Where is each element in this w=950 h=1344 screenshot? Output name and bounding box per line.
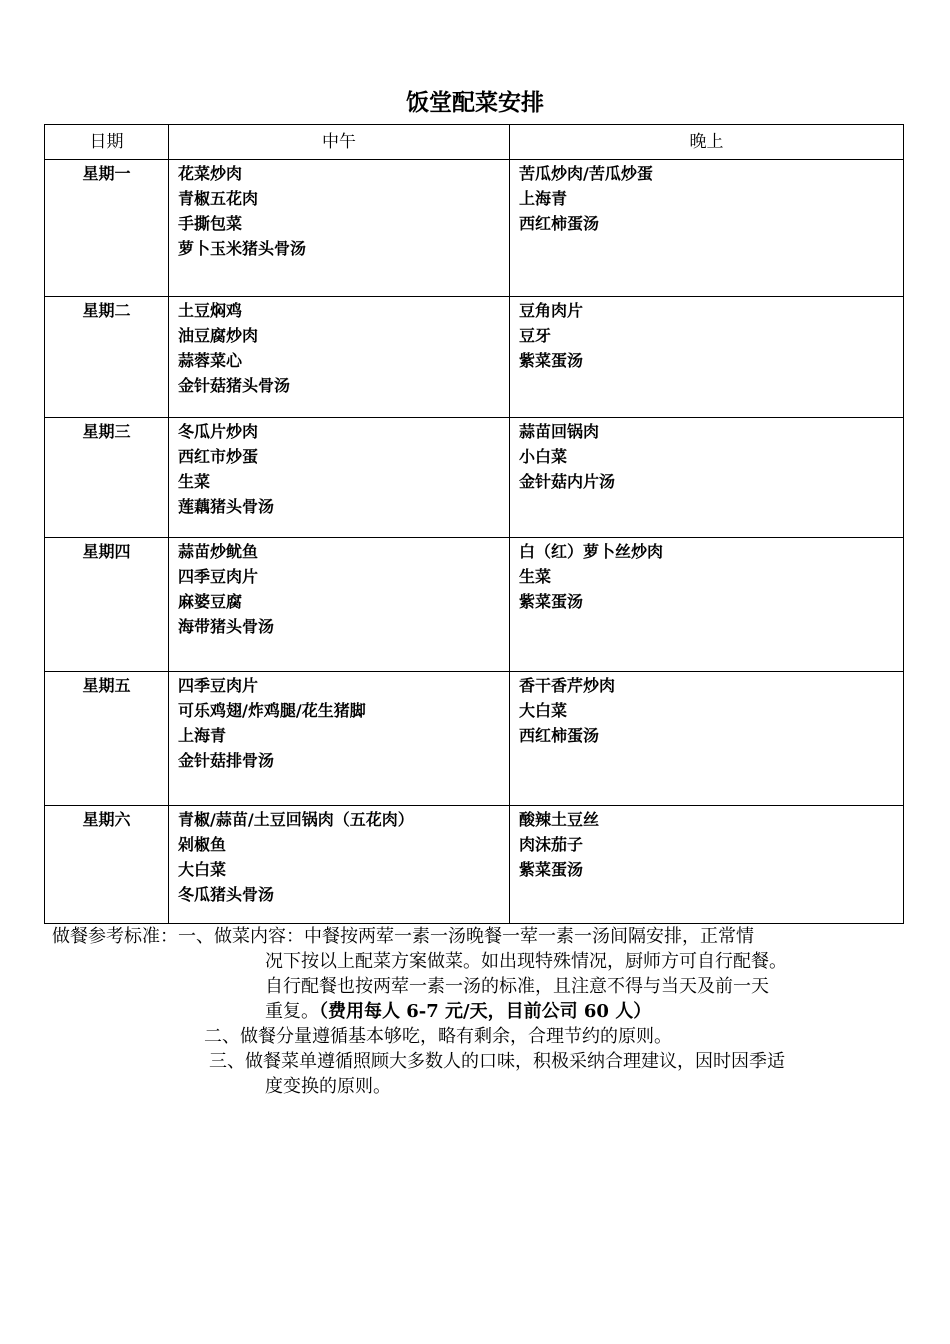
evening-dish: 紫菜蛋汤 [519, 351, 584, 370]
noon-dish: 四季豆肉片 [178, 567, 259, 586]
noon-dish: 蒜苗炒鱿鱼 [178, 542, 259, 561]
evening-dish: 紫菜蛋汤 [519, 592, 584, 611]
noon-dish: 冬瓜猪头骨汤 [178, 885, 275, 904]
noon-cell [169, 806, 510, 924]
evening-dish: 小白菜 [519, 447, 568, 466]
day-cell [45, 538, 169, 672]
evening-cell [510, 672, 904, 806]
evening-cell [510, 418, 904, 538]
evening-dish: 西红柿蛋汤 [519, 726, 600, 745]
noon-dish: 花菜炒肉 [178, 164, 243, 183]
notes-line-6: 三、做餐菜单遵循照顾大多数人的口味，积极采纳合理建议，因时因季适 [209, 1051, 785, 1072]
day-label: 星期四 [82, 542, 131, 561]
menu-row [45, 672, 904, 806]
noon-dish: 上海青 [178, 726, 227, 745]
notes-line-1: 做餐参考标准：一、做菜内容：中餐按两荤一素一汤晚餐一荤一素一汤间隔安排，正常情 [52, 926, 754, 947]
notes-line-7: 度变换的原则。 [265, 1076, 391, 1097]
day-label: 星期六 [82, 810, 131, 829]
evening-dish: 上海青 [519, 189, 568, 208]
day-cell [45, 418, 169, 538]
evening-dish: 豆牙 [519, 326, 552, 345]
noon-dish: 油豆腐炒肉 [178, 326, 259, 345]
notes-line-4-text: 重复。 [265, 1001, 319, 1022]
noon-cell [169, 672, 510, 806]
evening-dish: 白（红）萝卜丝炒肉 [519, 542, 664, 561]
day-label: 星期一 [82, 164, 131, 183]
noon-dish: 大白菜 [178, 860, 227, 879]
noon-dish: 冬瓜片炒肉 [178, 422, 259, 441]
noon-dish: 可乐鸡翅/炸鸡腿/花生猪脚 [178, 701, 366, 720]
menu-row [45, 160, 904, 297]
menu-row [45, 806, 904, 924]
notes-line-5: 二、做餐分量遵循基本够吃，略有剩余，合理节约的原则。 [204, 1026, 672, 1047]
cost-note: （费用每人 6-7 元/天，目前公司 60 人） [319, 1001, 652, 1022]
evening-dish: 豆角肉片 [519, 301, 584, 320]
day-cell [45, 806, 169, 924]
header-date: 日期 [45, 125, 169, 160]
noon-dish: 西红市炒蛋 [178, 447, 259, 466]
day-cell [45, 160, 169, 297]
page-title: 饭堂配菜安排 [406, 90, 544, 116]
day-cell [45, 297, 169, 418]
notes-line-3: 自行配餐也按两荤一素一汤的标准，且注意不得与当天及前一天 [265, 976, 769, 997]
evening-dish: 蒜苗回锅肉 [519, 422, 600, 441]
menu-body [45, 160, 904, 924]
evening-dish: 紫菜蛋汤 [519, 860, 584, 879]
noon-dish: 蒜蓉菜心 [178, 351, 243, 370]
table-header-row [45, 125, 904, 160]
noon-dish: 莲藕猪头骨汤 [178, 497, 275, 516]
day-label: 星期三 [82, 422, 131, 441]
menu-table [44, 124, 904, 924]
evening-dish: 肉沫茄子 [519, 835, 584, 854]
noon-dish: 金针菇猪头骨汤 [178, 376, 291, 395]
noon-cell [169, 418, 510, 538]
evening-cell [510, 538, 904, 672]
menu-row [45, 538, 904, 672]
evening-dish: 生菜 [519, 567, 552, 586]
evening-cell [510, 806, 904, 924]
noon-dish: 土豆焖鸡 [178, 301, 243, 320]
header-noon: 中午 [169, 125, 510, 160]
noon-cell [169, 297, 510, 418]
evening-cell [510, 297, 904, 418]
noon-dish: 金针菇排骨汤 [178, 751, 275, 770]
noon-dish: 麻婆豆腐 [178, 592, 243, 611]
noon-dish: 青椒五花肉 [178, 189, 259, 208]
evening-dish: 大白菜 [519, 701, 568, 720]
evening-dish: 西红柿蛋汤 [519, 214, 600, 233]
header-evening: 晚上 [510, 125, 904, 160]
menu-row [45, 297, 904, 418]
noon-cell [169, 160, 510, 297]
noon-dish: 四季豆肉片 [178, 676, 259, 695]
day-label: 星期五 [82, 676, 131, 695]
noon-cell [169, 538, 510, 672]
menu-row [45, 418, 904, 538]
notes-line-2: 况下按以上配菜方案做菜。如出现特殊情况，厨师方可自行配餐。 [265, 951, 787, 972]
noon-dish: 手撕包菜 [178, 214, 243, 233]
evening-dish: 酸辣土豆丝 [519, 810, 600, 829]
evening-cell [510, 160, 904, 297]
evening-dish: 金针菇内片汤 [519, 472, 616, 491]
noon-dish: 生菜 [178, 472, 211, 491]
notes-line-4 [265, 999, 651, 1024]
noon-dish: 萝卜玉米猪头骨汤 [178, 239, 307, 258]
noon-dish: 海带猪头骨汤 [178, 617, 275, 636]
noon-dish: 青椒/蒜苗/土豆回锅肉（五花肉） [178, 810, 414, 829]
day-cell [45, 672, 169, 806]
evening-dish: 香干香芹炒肉 [519, 676, 616, 695]
day-label: 星期二 [82, 301, 131, 320]
evening-dish: 苦瓜炒肉/苦瓜炒蛋 [519, 164, 653, 183]
noon-dish: 剁椒鱼 [178, 835, 227, 854]
